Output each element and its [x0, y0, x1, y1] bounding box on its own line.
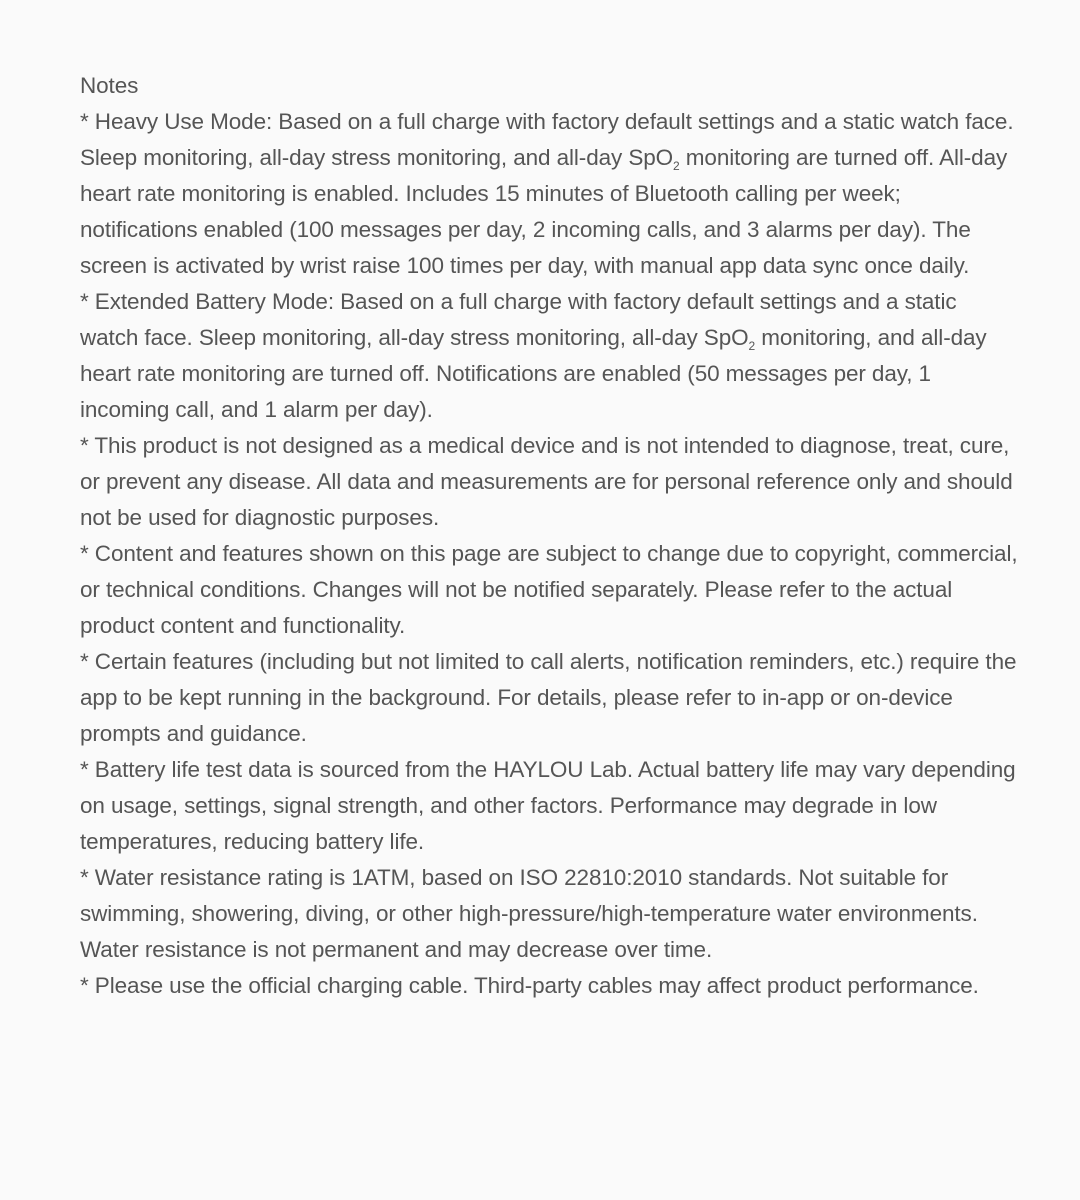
notes-title: Notes — [80, 73, 139, 98]
note-heavy-use-mode — [80, 104, 1020, 284]
note-text: monitoring are turned off. All-day heart rate monitoring is enabled. Includes 15 minutes of Bluetooth calling per week; notifications enabled (100 messages per day, 2 incoming calls, and 3 alarms per day). The screen is activated by wrist raise 100 times per day, with manual app data sync once daily. — [80, 145, 1008, 278]
subscript: 2 — [673, 159, 680, 173]
note-battery-life: * Battery life test data is sourced from the HAYLOU Lab. Actual battery life may vary depending on usage, settings, signal strength, and other factors. Performance may degrade in low temperatures, reducing battery life. — [80, 757, 1016, 854]
note-text: monitoring, and all-day heart rate monitoring are turned off. Notifications are enabled (50 messages per day, 1 incoming call, and 1 alarm per day). — [80, 325, 987, 422]
note-content-change: * Content and features shown on this page are subject to change due to copyright, commercial, or technical conditions. Changes will not be notified separately. Please refer to the actual product content and functionality. — [80, 541, 1018, 638]
note-water-resistance: * Water resistance rating is 1ATM, based on ISO 22810:2010 standards. Not suitable for swimming, showering, diving, or other high-pressure/high-temperature water environments. Water resistance is not permanent and may decrease over time. — [80, 865, 978, 962]
note-charging-cable: * Please use the official charging cable. Third-party cables may affect product performance. — [80, 973, 979, 998]
subscript: 2 — [748, 339, 756, 353]
note-medical-disclaimer: * This product is not designed as a medical device and is not intended to diagnose, treat, cure, or prevent any disease. All data and measurements are for personal reference only and should not be used for diagnostic purposes. — [80, 433, 1013, 530]
note-text: * Heavy Use Mode: Based on a full charge with factory default settings and a static watch face. Sleep monitoring, all-day stress monitoring, and all-day SpO — [80, 109, 1014, 170]
note-extended-battery-mode — [80, 284, 1020, 428]
note-text: * Extended Battery Mode: Based on a full charge with factory default settings and a static watch face. Sleep monitoring, all-day stress monitoring, all-day SpO — [80, 289, 957, 350]
note-background-running: * Certain features (including but not limited to call alerts, notification reminders, etc.) require the app to be kept running in the background. For details, please refer to in-app or on-device prompts and guidance. — [80, 649, 1017, 746]
notes-section — [80, 68, 1020, 1004]
